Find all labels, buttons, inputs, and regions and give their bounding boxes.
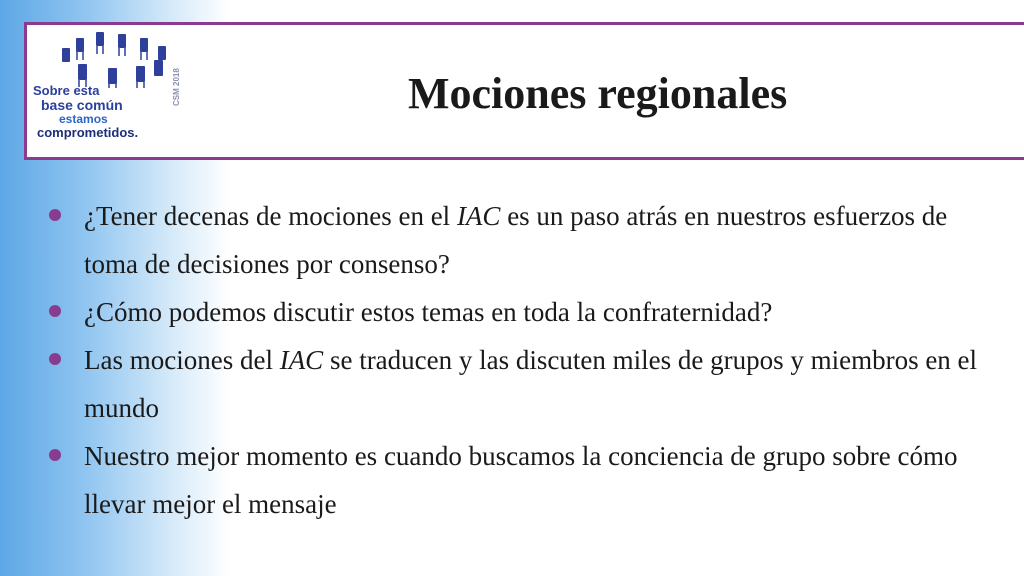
bullet-text-before: Las mociones del	[84, 345, 280, 375]
bullet-text-em: IAC	[456, 201, 501, 231]
bullet-text-before: ¿Tener decenas de mociones en el	[84, 201, 457, 231]
bullet-item	[44, 336, 1004, 432]
logo-line-2: base común	[41, 97, 123, 113]
bullet-text-after: se traducen y las discuten miles de grupos y miembros en el mundo	[84, 345, 978, 423]
logo-line-4: comprometidos.	[37, 125, 139, 140]
bullet-list	[44, 192, 1004, 528]
bullet-text-before: Nuestro mejor momento es cuando buscamos la conciencia de grupo sobre cómo llevar mejor el mensaje	[84, 441, 958, 519]
logo-line-3: estamos	[59, 112, 108, 126]
bullet-item	[44, 288, 1004, 336]
logo	[30, 28, 188, 156]
bullet-item	[44, 192, 1004, 288]
bullet-dot-icon	[49, 305, 61, 317]
logo-text	[33, 84, 138, 140]
logo-line-1: Sobre esta	[33, 83, 100, 98]
bullet-text-em: IAC	[279, 345, 324, 375]
slide-title: Mociones regionales	[408, 69, 788, 118]
bullet-dot-icon	[49, 353, 61, 365]
bullet-dot-icon	[49, 209, 61, 221]
bullet-text-before: ¿Cómo podemos discutir estos temas en toda la confraternidad?	[84, 297, 773, 327]
logo-side-text: CSM 2018	[172, 68, 181, 106]
bullet-text-after: es un paso atrás en nuestros esfuerzos de toma de decisiones por consenso?	[84, 201, 948, 279]
bullet-dot-icon	[49, 449, 61, 461]
chairs-circle-icon	[30, 28, 188, 88]
bullet-item	[44, 432, 1004, 528]
